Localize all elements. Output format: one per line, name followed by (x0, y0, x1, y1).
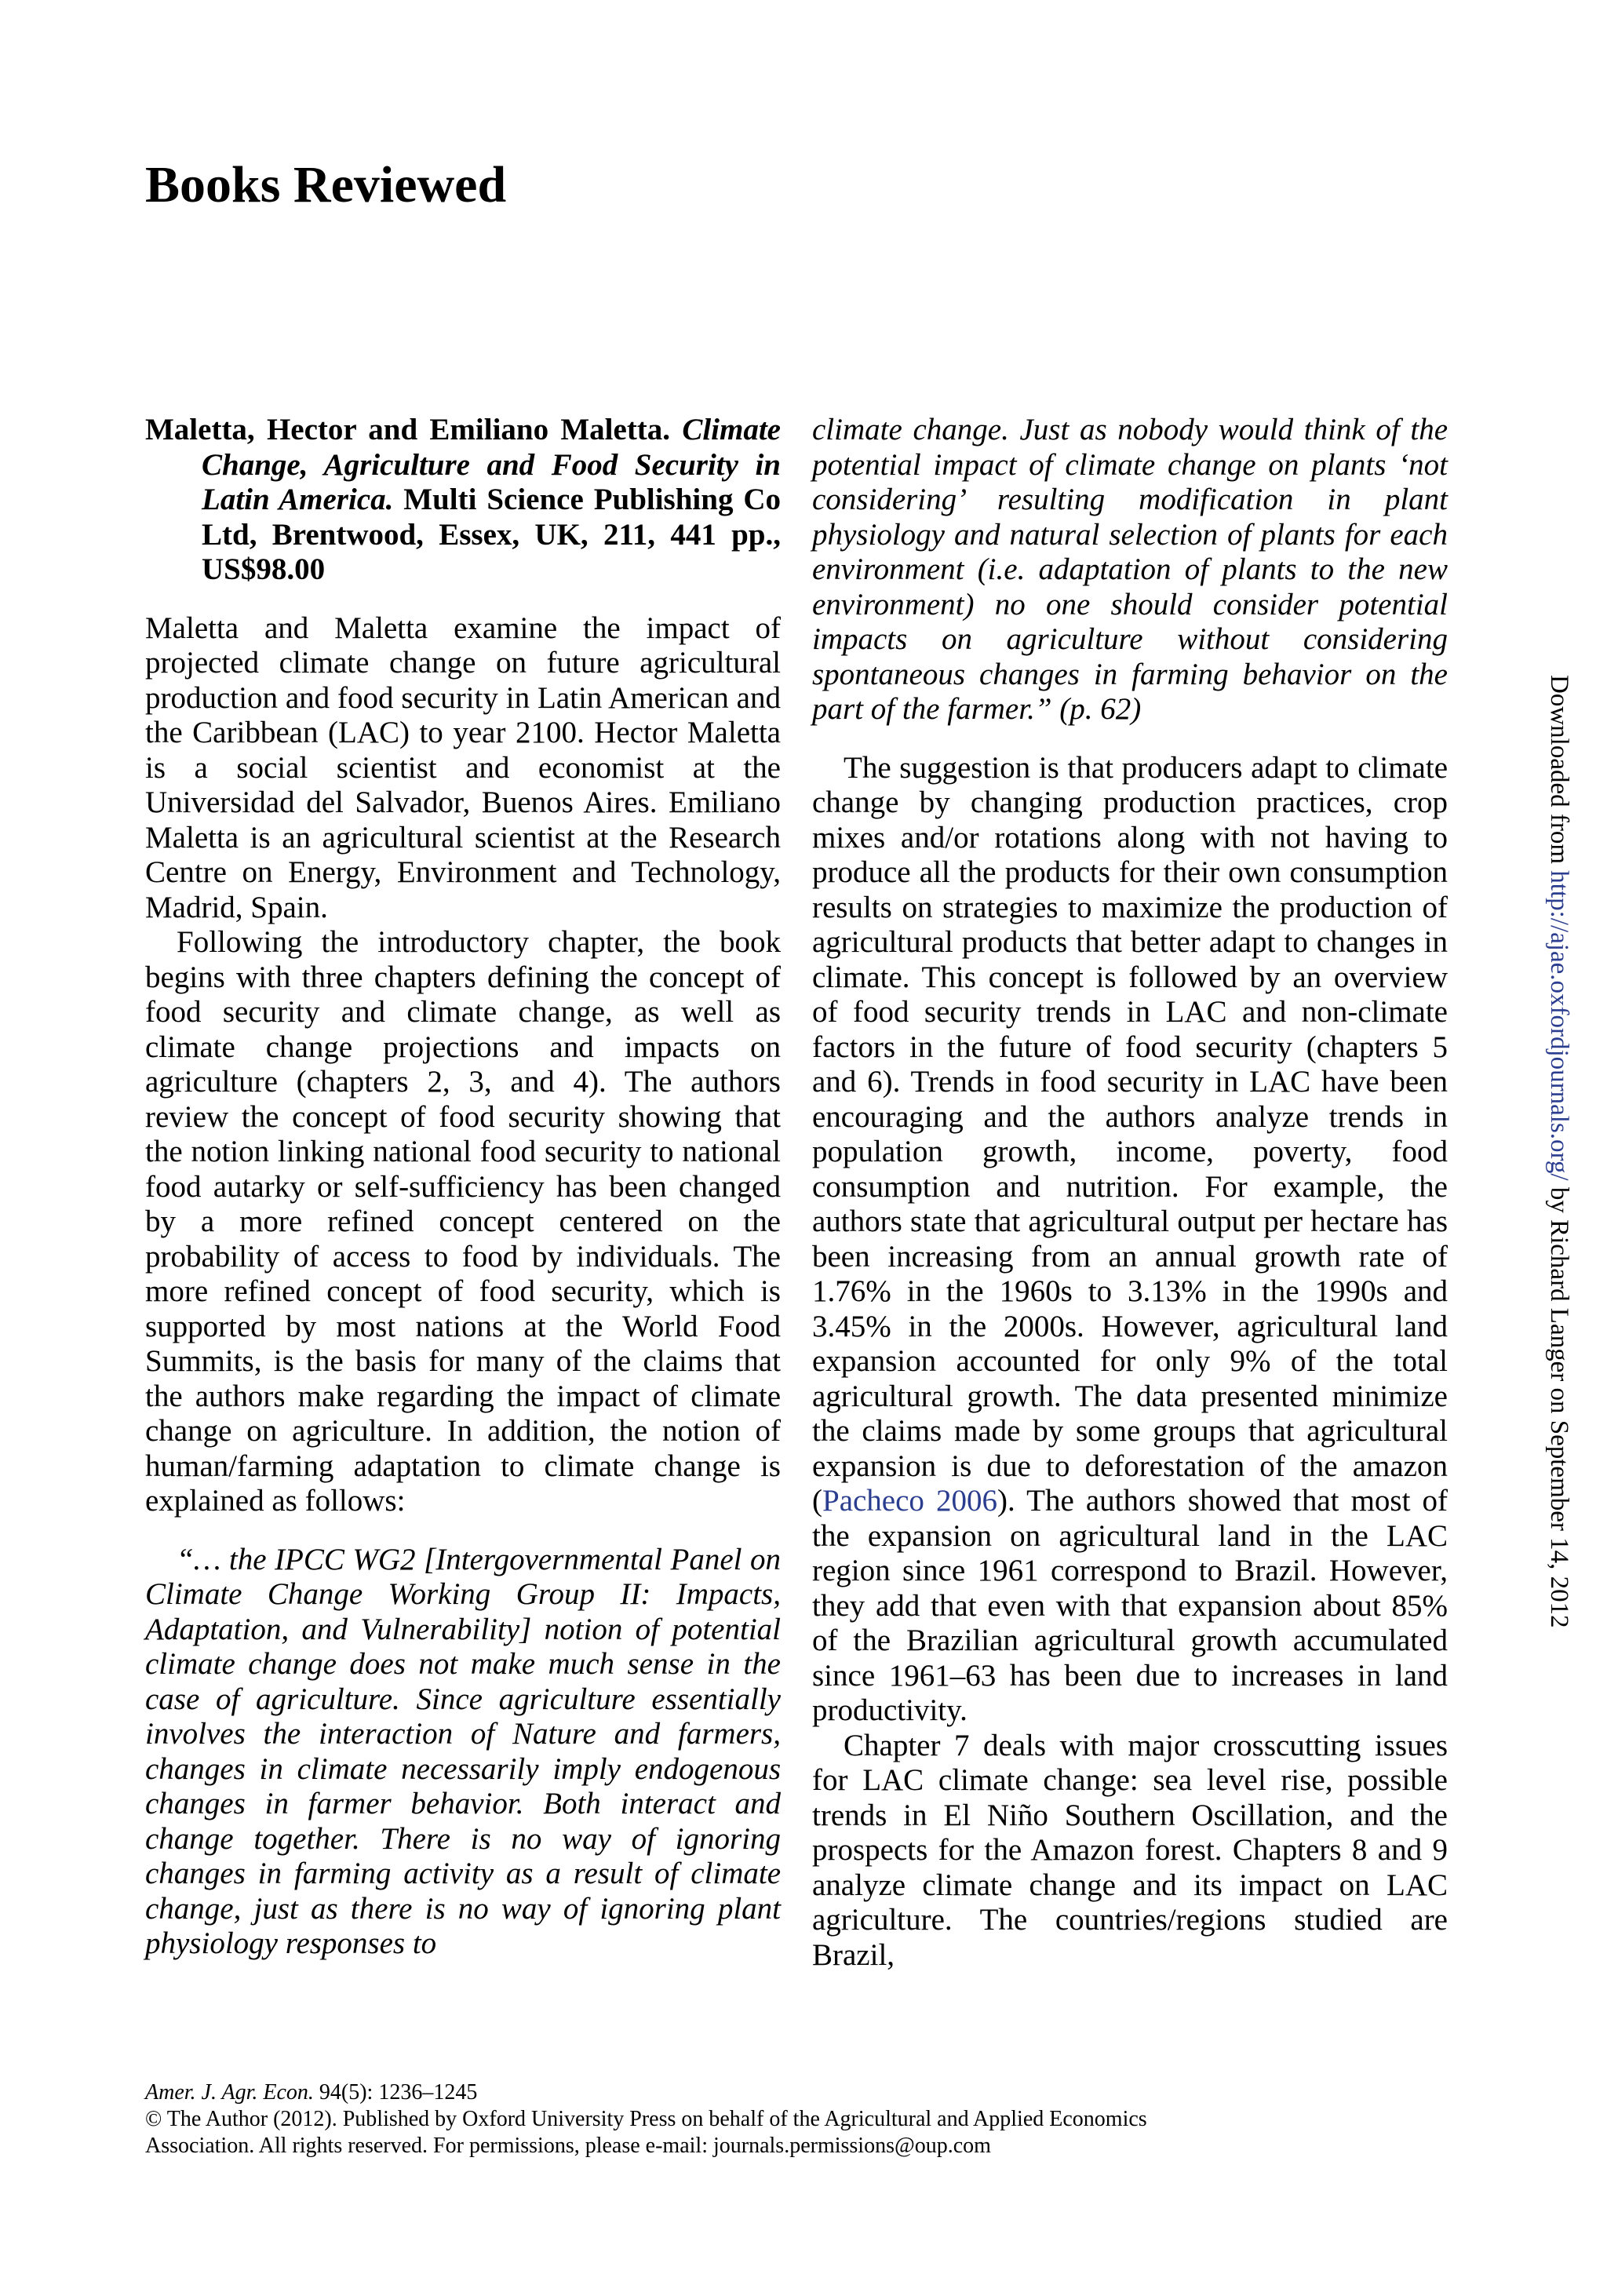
copyright-line-2: Association. All rights reserved. For permissions, please e-mail: journals.permissions@oup.com (145, 2134, 991, 2158)
journal-volume: 94(5): 1236–1245 (313, 2080, 478, 2105)
copyright-line-1: © The Author (2012). Published by Oxford University Press on behalf of the Agricultural and Applied Economics (145, 2107, 1147, 2131)
left-column (145, 413, 781, 1962)
journal-reference (145, 2079, 1558, 2106)
review-paragraph-2: Following the introductory chapter, the book begins with three chapters defining the concept of food security and climate change, as well as climate change projections and impacts on agriculture (chapters 2, 3, and 4). The authors review the concept of food security showing that the notion linking national food security to national food autarky or self-sufficiency has been changed by a more refined concept centered on the probability of access to food by individuals. The more refined concept of food security, which is supported by most nations at the World Food Summits, is the basis for many of the claims that the authors make regarding the impact of climate change on agriculture. In addition, the notion of human/farming adaptation to climate change is explained as follows: (145, 925, 781, 1518)
page-title: Books Reviewed (145, 156, 507, 213)
journal-name: Amer. J. Agr. Econ. (145, 2080, 314, 2105)
watermark-prefix: Downloaded from (1545, 675, 1573, 871)
block-quote-part-2: climate change. Just as nobody would think of the potential impact of climate change on plants ‘not considering’ resulting modification in plant physiology and natural selection of plants for each environment (i.e. adaptation of plants to the new environment) no one should consider potential impacts on agriculture without considering spontaneous changes in farming behavior on the part of the farmer.” (p. 62) (812, 413, 1448, 726)
paragraph-3-text-b: ). The authors showed that most of the expansion on agricultural land in the LAC region since 1961 correspond to Brazil. However, they add that even with that expansion about 85% of the Brazilian agricultural growth accumulated since 1961–63 has been due to increases in land productivity. (812, 1484, 1448, 1727)
citation-book-title: Climate Change, Agriculture and Food Security in Latin America. (202, 413, 781, 516)
review-paragraph-3 (812, 751, 1448, 1729)
citation-publisher: Multi Science Publishing Co Ltd, Brentwood, Essex, UK, 211, 441 pp., US$98.00 (202, 483, 782, 586)
review-paragraph-1: Maletta and Maletta examine the impact of projected climate change on future agricultural production and food security in Latin American and the Caribbean (LAC) to year 2100. Hector Maletta is a social scientist and economist at the Universidad del Salvador, Buenos Aires. Emiliano Maletta is an agricultural scientist at the Research Centre on Energy, Environment and Technology, Madrid, Spain. (145, 610, 781, 924)
journal-site-link[interactable]: http://ajae.oxfordjournals.org/ (1545, 870, 1573, 1181)
paragraph-3-text-a: The suggestion is that producers adapt to climate change by changing production practices, crop mixes and/or rotations along with not having to produce all the products for their own consumption results on strategies to maximize the production of agricultural products that better adapt to changes in climate. This concept is followed by an overview of food security trends in LAC and non-climate factors in the future of food security (chapters 5 and 6). Trends in food security in LAC have been encouraging and the authors analyze trends in population growth, income, poverty, food consumption and nutrition. For example, the authors state that agricultural output per hectare has been increasing from an annual growth rate of 1.76% in the 1960s to 3.13% in the 1990s and 3.45% in the 2000s. However, agricultural land expansion accounted for only 9% of the total agricultural growth. The data presented minimize the claims made by some groups that agricultural expansion is due to deforestation of the amazon ( (812, 750, 1448, 1518)
block-quote-part-1: “… the IPCC WG2 [Intergovernmental Panel on Climate Change Working Group II: Impacts, Adaptation, and Vulnerability] notion of potential climate change does not make much sense in the case of agriculture. Since agriculture essentially involves the interaction of Nature and farmers, changes in climate necessarily imply endogenous changes in farmer behavior. Both interact and change together. There is no way of ignoring changes in farming activity as a result of climate change, just as there is no way of ignoring plant physiology responses to (145, 1542, 781, 1960)
watermark-suffix: by Richard Langer on September 14, 2012 (1545, 1180, 1573, 1628)
review-paragraph-4: Chapter 7 deals with major crosscutting issues for LAC climate change: sea level rise, possible trends in El Niño Southern Oscillation, and the prospects for the Amazon forest. Chapters 8 and 9 analyze climate change and its impact on LAC agriculture. The countries/regions studied are Brazil, (812, 1728, 1448, 1972)
right-column (812, 413, 1448, 1973)
reference-link-pacheco[interactable]: Pacheco 2006 (822, 1484, 998, 1518)
page-footer (145, 2079, 1558, 2159)
download-watermark (1546, 675, 1572, 1628)
book-citation (145, 413, 781, 588)
citation-authors: Maletta, Hector and Emiliano Maletta. (145, 413, 671, 446)
